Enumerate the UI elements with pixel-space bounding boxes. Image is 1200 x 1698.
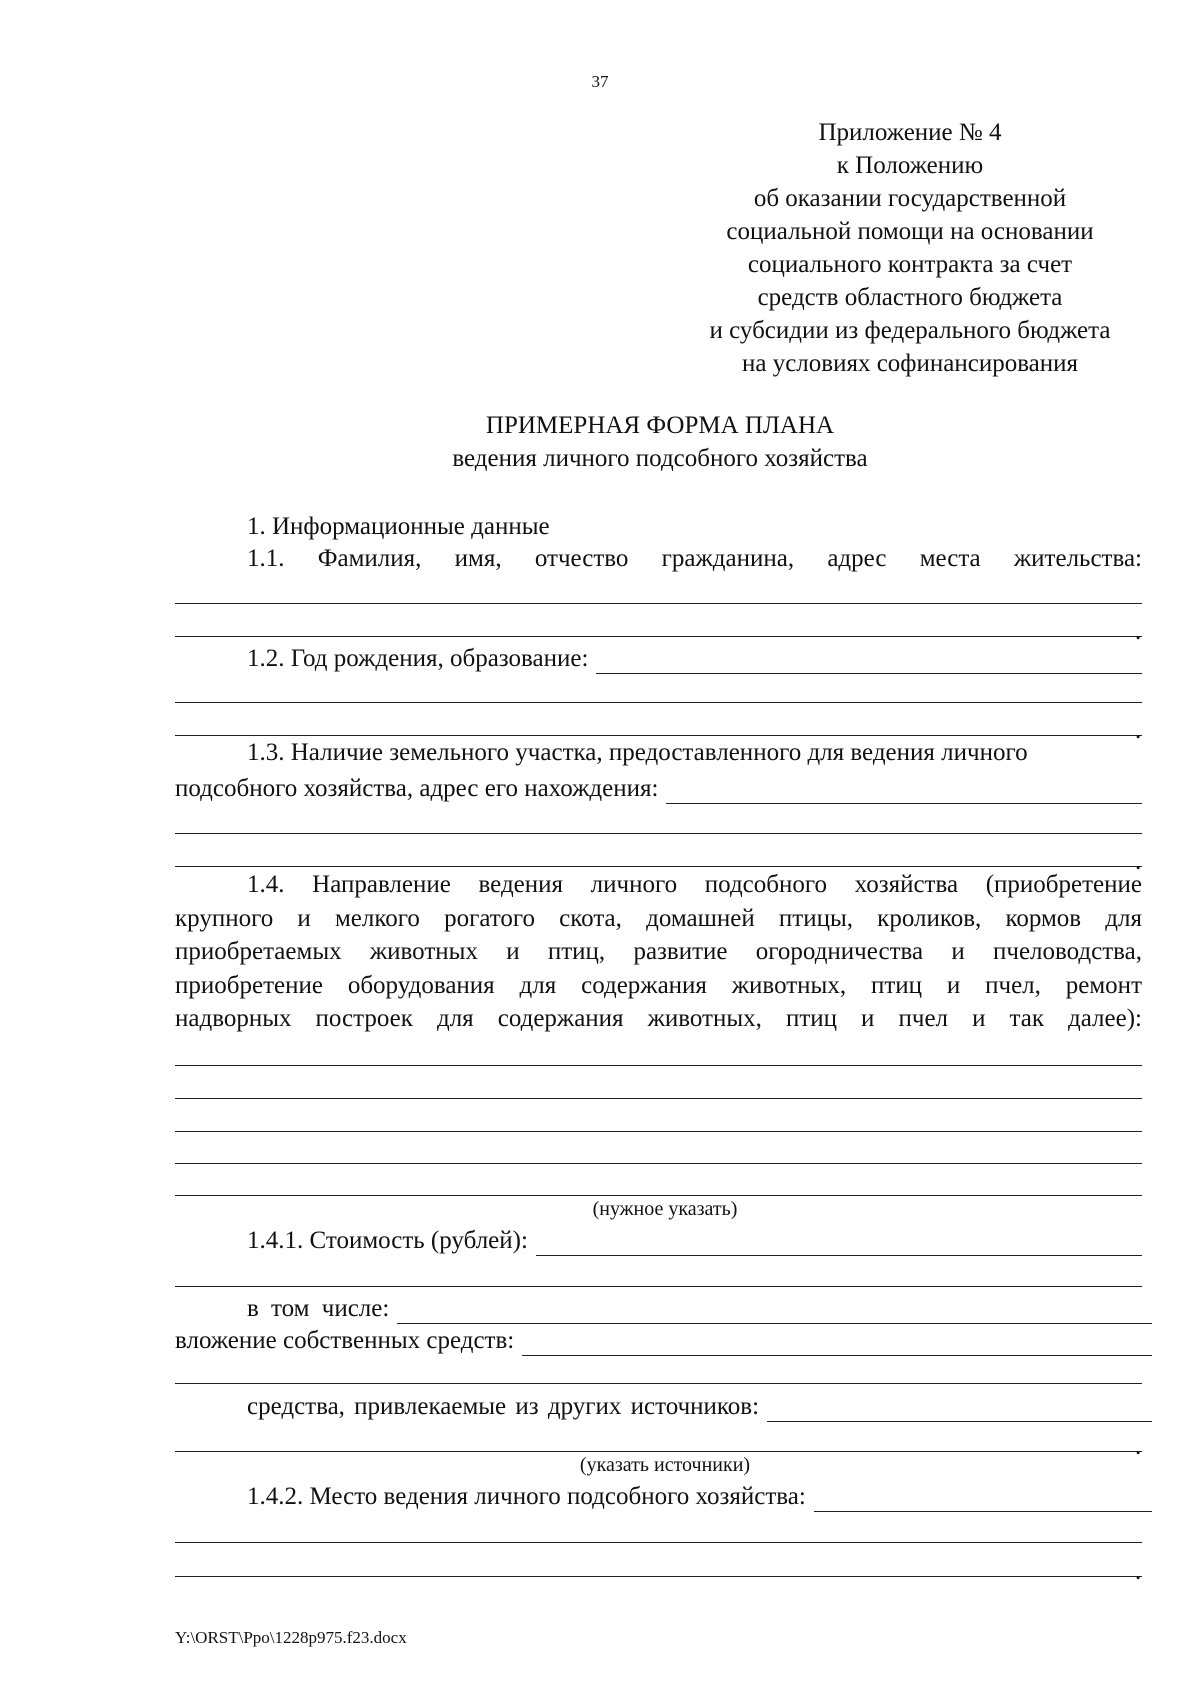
fill-line[interactable] [175,1576,1142,1577]
fill-line[interactable] [175,1286,1142,1287]
fill-line[interactable] [175,603,1142,604]
including-row [247,1290,1152,1324]
section-1-4-line: надворных построек для содержания животных, птиц и пчел и так далее): [175,1005,1142,1032]
section-1-heading: 1. Информационные данные [247,513,550,540]
appendix-line: на условиях софинансирования [741,350,1079,377]
fill-line[interactable] [175,833,1142,834]
birth-education-row [247,640,1142,674]
period-mark: . [1135,618,1142,645]
farm-location-field[interactable] [814,1489,1152,1512]
land-plot-address-field[interactable] [666,781,1142,804]
form-title-sub: ведения личного подсобного хозяйства [452,445,868,472]
caption-specify: (нужное указать) [592,1198,738,1220]
fill-line[interactable] [175,1163,1142,1164]
appendix-line: средств областного бюджета [757,284,1063,311]
appendix-line: и субсидии из федерального бюджета [709,317,1111,344]
appendix-header [640,116,1180,380]
page-number: 37 [591,72,609,91]
file-path-footer: Y:\ORST\Ppo\1228p975.f23.docx [175,1628,407,1647]
fill-line[interactable] [175,636,1142,637]
cost-field[interactable] [536,1233,1142,1256]
fill-line[interactable] [175,702,1142,703]
section-1-4-line: 1.4. Направление ведения личного подсобного хозяйства (приобретение [247,871,1142,898]
other-sources-field[interactable] [767,1399,1152,1422]
fill-line[interactable] [175,1451,1142,1452]
fill-line[interactable] [175,735,1142,736]
other-sources-row [247,1388,1152,1422]
appendix-line: социального контракта за счет [747,251,1073,278]
section-1-2-label: 1.2. Год рождения, образование: [247,645,589,672]
own-funds-field[interactable] [522,1333,1152,1356]
fill-line[interactable] [175,1131,1142,1132]
cost-row [247,1222,1142,1256]
form-title [0,409,1200,475]
fill-line[interactable] [175,866,1142,867]
section-1-4-line: крупного и мелкого рогатого скота, домашней птицы, кроликов, кормов для [175,905,1142,932]
section-1-1-label: 1.1. Фамилия, имя, отчество гражданина, адрес места жительства: [247,545,1142,572]
other-sources-label: средства, привлекаемые из других источников: [247,1393,760,1420]
own-funds-row [175,1322,1152,1356]
appendix-line: об оказании государственной [753,185,1067,212]
land-plot-row [175,770,1142,804]
form-title-main: ПРИМЕРНАЯ ФОРМА ПЛАНА [485,412,835,439]
own-funds-label: вложение собственных средств: [175,1327,515,1354]
caption-sources: (указать источники) [579,1454,751,1476]
section-1-3-label-line2: подсобного хозяйства, адрес его нахождения: [175,775,659,802]
including-field[interactable] [397,1301,1152,1324]
section-1-4-line: приобретаемых животных и птиц, развитие огородничества и пчеловодства, [175,938,1142,965]
fill-line[interactable] [175,1542,1142,1543]
appendix-line: социальной помощи на основании [726,218,1094,245]
fill-line[interactable] [175,1383,1142,1384]
period-mark: . [1135,717,1142,744]
section-1-4-line: приобретение оборудования для содержания животных, птиц и пчел, ремонт [175,972,1142,999]
section-1-3-label-line1: 1.3. Наличие земельного участка, предоставленного для ведения личного [247,739,1028,766]
birth-education-field[interactable] [596,651,1142,674]
appendix-line: к Положению [836,152,984,179]
section-1-4-2-label: 1.4.2. Место ведения личного подсобного хозяйства: [247,1483,806,1510]
farm-location-row [247,1478,1152,1512]
section-1-4-1-label: 1.4.1. Стоимость (рублей): [247,1227,528,1254]
fill-line[interactable] [175,1098,1142,1099]
period-mark: . [1135,848,1142,875]
period-mark: . [1135,1433,1142,1460]
including-label: в том числе: [247,1295,390,1322]
appendix-line: Приложение № 4 [818,119,1002,146]
fill-line[interactable] [175,1195,1142,1196]
fill-line[interactable] [175,1065,1142,1066]
period-mark: . [1135,1558,1142,1585]
